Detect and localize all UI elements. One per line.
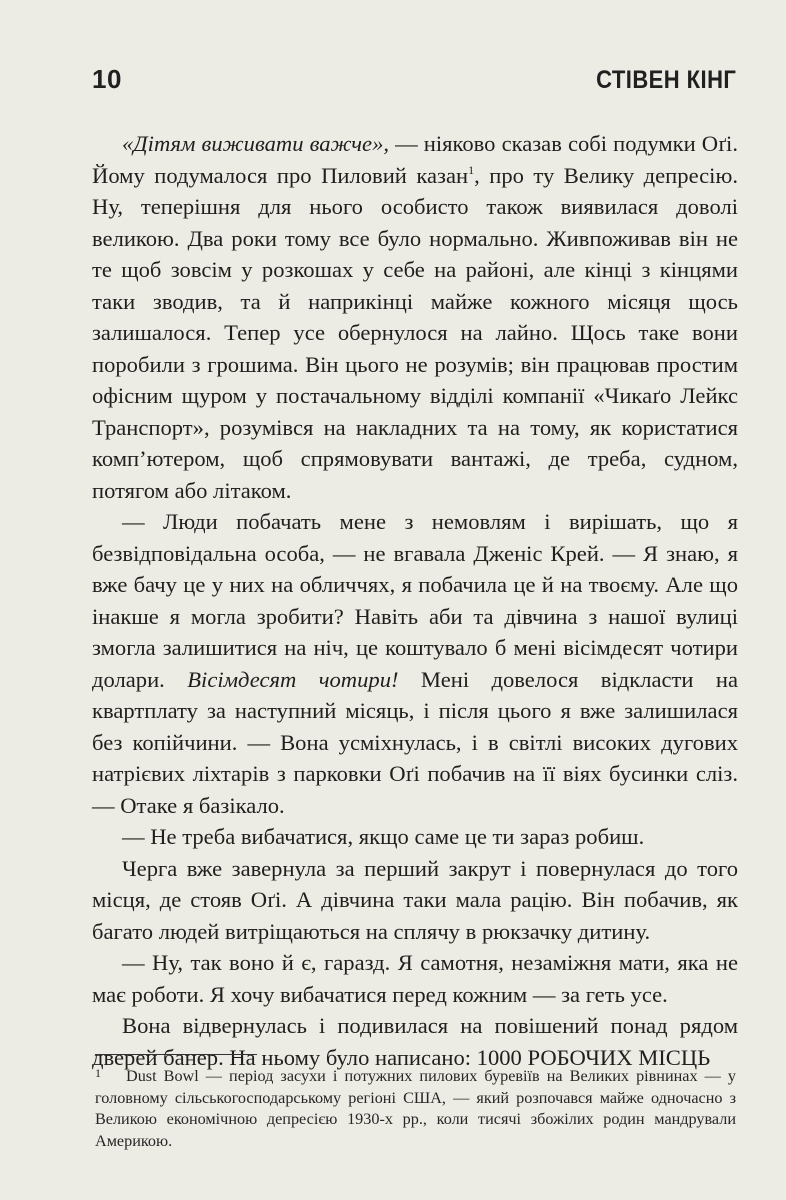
page-number: 10: [92, 64, 122, 94]
paragraph-2: [92, 506, 738, 821]
footnote-marker: 1: [95, 1066, 101, 1080]
paragraph-3: — Не треба вибачатися, якщо саме це ти зараз робиш.: [122, 824, 645, 849]
footnote-reference: 1: [468, 162, 475, 177]
paragraph-2-text-a: — Люди побачать мене з немовлям і вирішать, що я безвідповідальна особа, — не вгавала Дженіс Крей. — Я знаю, я вже бачу це у них на обличчях, я побачила це й на твоєму. Але що інакше я могла зробити? Навіть аби та дівчина з нашої вулиці змогла залишитися на ніч, це коштувало б мені вісімдесят чотири долари.: [92, 509, 738, 692]
paragraph-2-text-b: Мені довелося відкласти на квартплату за наступний місяць, і після цього я вже залишилася без копійчини. — Вона усміхнулась, і в світлі високих дугових натрієвих ліхтарів з парковки Оґі побачив на її віях бусинки сліз. — Отаке я базікало.: [92, 666, 739, 818]
paragraph-1-text-a: — ніяково сказав собі подумки Оґі. Йому подумалося про Пиловий казан: [92, 131, 738, 188]
running-header: [92, 64, 736, 95]
footnote-divider: [95, 1054, 257, 1055]
running-head-author: СТІВЕН КІНГ: [595, 66, 736, 94]
paragraph-1-text-b: , про ту Велику депресію. Ну, теперішня для нього особисто також виявилася доволі великою. Два роки тому все було нормально. Живпоживав він не те щоб зовсім у розкошах у себе на районі, але кінці з кінцями таки зводив, та й наприкінці майже кожного місяця щось залишалося. Тепер усе обернулося на лайно. Щось таке вони поробили з грошима. Він цього не розумів; він працював простим офісним щуром у постачальному відділі компанії «Чикаґо Лейкс Транспорт», розумівся на накладних та на тому, як користатися комп’ютером, щоб спрямовувати вантажі, де треба, судном, потягом або літаком.: [92, 162, 738, 503]
paragraph-4: Черга вже завернула за перший закрут і повернулася до того місця, де стояв Оґі. А дівчина таки мала рацію. Він побачив, як багато людей витріщаються на сплячу в рюкзачку дитину.: [92, 855, 738, 944]
paragraph-1: [92, 128, 738, 506]
italic-quote: «Дітям виживати важче»,: [122, 131, 390, 156]
italic-emphasis: Вісімдесят чотири!: [187, 666, 399, 692]
paragraph-5: — Ну, так воно й є, гаразд. Я самотня, незаміжня мати, яка не має роботи. Я хочу вибачатися перед кожним — за геть усе.: [92, 950, 738, 1007]
body-text: [92, 128, 738, 1073]
paragraph-6: Вона відвернулась і подивилася на повішений понад рядом дверей банер. На ньому було написано: 1000 РОБОЧИХ МІСЦЬ: [92, 1013, 738, 1070]
footnote-text: Dust Bowl — період засухи і потужних пилових буревіїв на Великих рівнинах — у головному сільськогосподарському регіоні США, — який розпочався майже одночасно з Великою економічною депресією 1930-х рр., коли тисячі збожілих родин мандрували Америкою.: [95, 1067, 736, 1150]
footnote: [95, 1066, 736, 1152]
